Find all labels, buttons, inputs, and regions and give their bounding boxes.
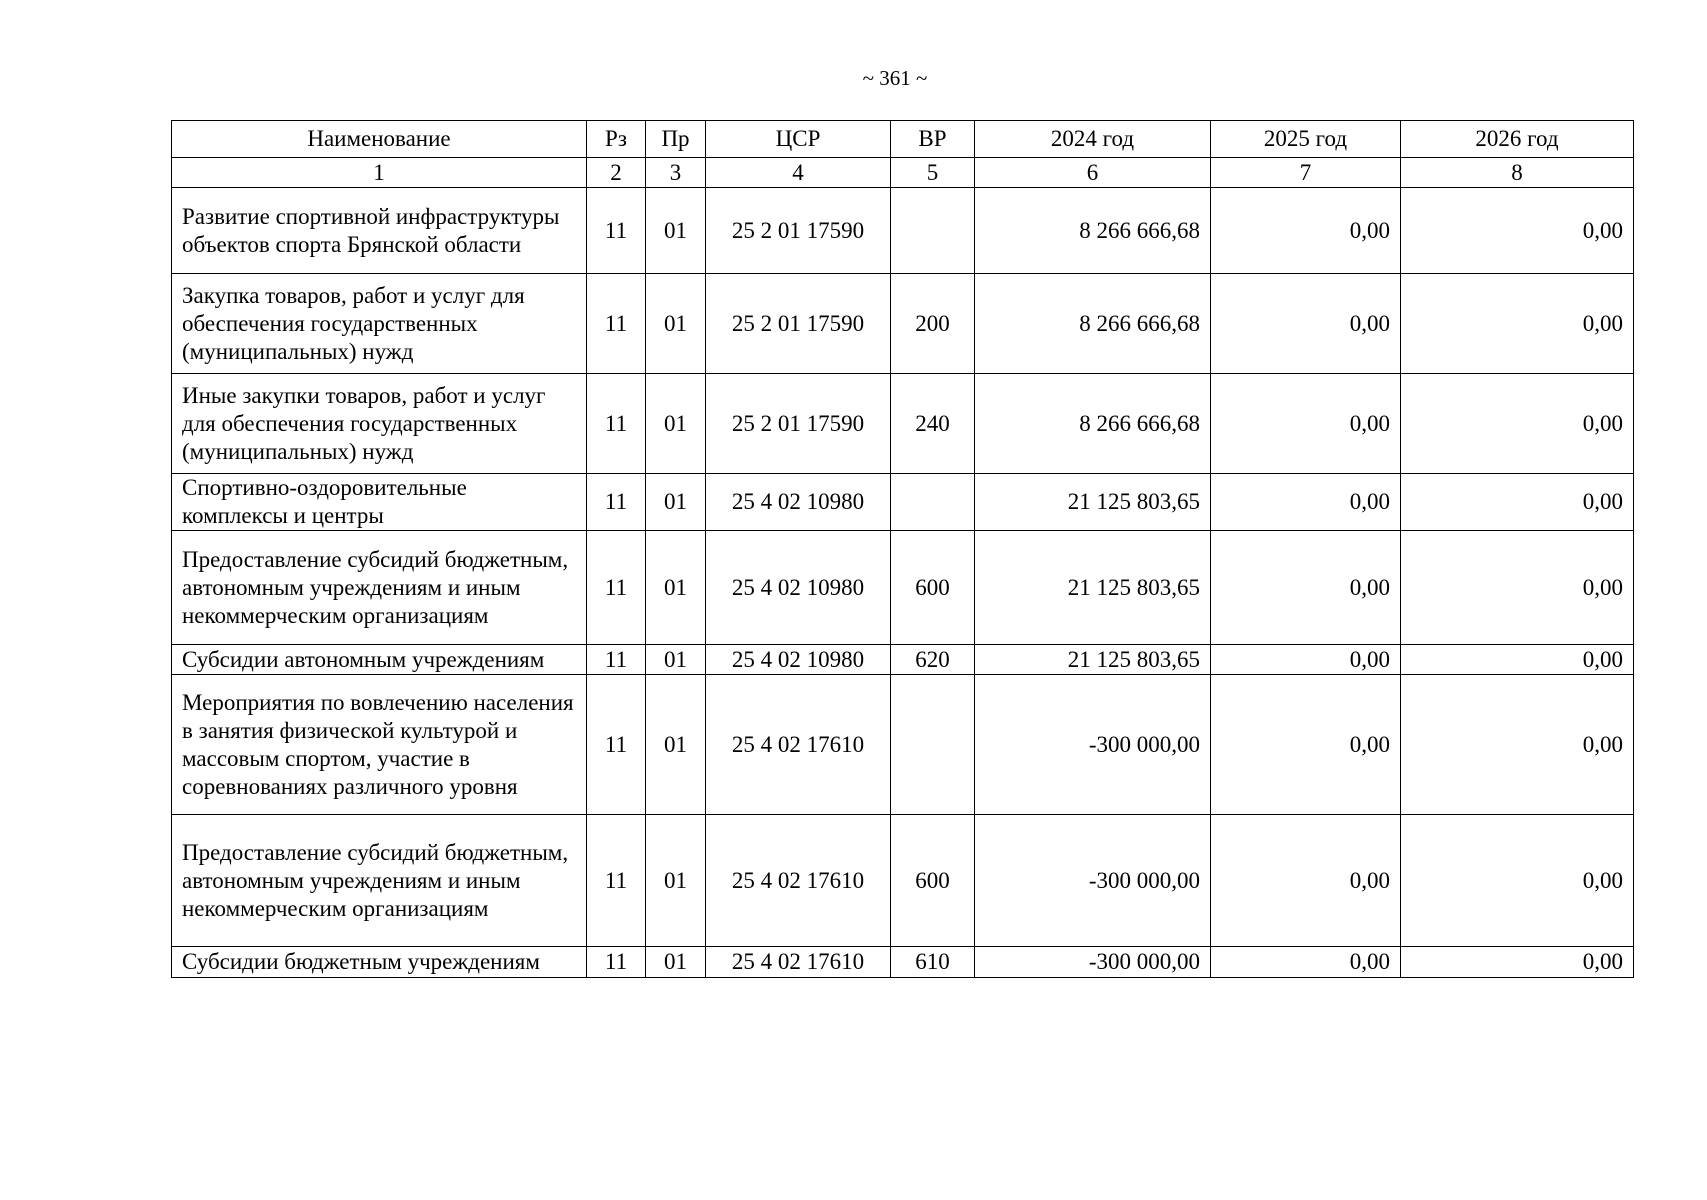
cell-2025: 0,00	[1211, 645, 1401, 675]
cell-2024: -300 000,00	[975, 947, 1211, 978]
cell-rz: 11	[587, 531, 646, 645]
cell-vr: 600	[891, 815, 975, 947]
cell-name: Предоставление субсидий бюджетным, автономным учреждениям и иным некоммерческим организациям	[172, 531, 587, 645]
budget-table	[171, 120, 1634, 978]
cell-2025: 0,00	[1211, 675, 1401, 815]
cell-2026: 0,00	[1401, 474, 1634, 531]
cell-vr: 240	[891, 374, 975, 474]
cell-2026: 0,00	[1401, 374, 1634, 474]
header-2024: 2024 год	[975, 121, 1211, 158]
cell-name: Иные закупки товаров, работ и услуг для обеспечения государственных (муниципальных) нужд	[172, 374, 587, 474]
header-vr: ВР	[891, 121, 975, 158]
cell-2026: 0,00	[1401, 815, 1634, 947]
column-number: 6	[975, 158, 1211, 188]
cell-csr: 25 4 02 10980	[706, 474, 891, 531]
cell-2026: 0,00	[1401, 274, 1634, 374]
cell-rz: 11	[587, 474, 646, 531]
cell-vr	[891, 188, 975, 274]
cell-2024: 21 125 803,65	[975, 645, 1211, 675]
table-row	[172, 645, 1634, 675]
header-name: Наименование	[172, 121, 587, 158]
cell-2025: 0,00	[1211, 947, 1401, 978]
cell-2025: 0,00	[1211, 815, 1401, 947]
cell-name: Субсидии автономным учреждениям	[172, 645, 587, 675]
cell-rz: 11	[587, 947, 646, 978]
cell-pr: 01	[646, 815, 706, 947]
cell-vr: 610	[891, 947, 975, 978]
cell-2026: 0,00	[1401, 675, 1634, 815]
cell-2026: 0,00	[1401, 188, 1634, 274]
cell-pr: 01	[646, 474, 706, 531]
cell-vr: 600	[891, 531, 975, 645]
cell-2024: -300 000,00	[975, 815, 1211, 947]
cell-rz: 11	[587, 645, 646, 675]
cell-csr: 25 2 01 17590	[706, 274, 891, 374]
column-number: 3	[646, 158, 706, 188]
cell-2024: 21 125 803,65	[975, 474, 1211, 531]
cell-csr: 25 4 02 10980	[706, 531, 891, 645]
header-2026: 2026 год	[1401, 121, 1634, 158]
cell-2024: 21 125 803,65	[975, 531, 1211, 645]
header-2025: 2025 год	[1211, 121, 1401, 158]
cell-rz: 11	[587, 374, 646, 474]
cell-2025: 0,00	[1211, 274, 1401, 374]
table-row	[172, 274, 1634, 374]
cell-2025: 0,00	[1211, 188, 1401, 274]
cell-csr: 25 4 02 17610	[706, 815, 891, 947]
column-number-row	[172, 158, 1634, 188]
cell-2026: 0,00	[1401, 645, 1634, 675]
column-number: 1	[172, 158, 587, 188]
cell-vr	[891, 474, 975, 531]
table-row	[172, 374, 1634, 474]
cell-pr: 01	[646, 188, 706, 274]
table-row	[172, 474, 1634, 531]
column-number: 5	[891, 158, 975, 188]
cell-name: Спортивно-оздоровительные комплексы и центры	[172, 474, 587, 531]
header-rz: Рз	[587, 121, 646, 158]
cell-pr: 01	[646, 645, 706, 675]
cell-vr: 200	[891, 274, 975, 374]
page-number: ~ 361 ~	[862, 66, 928, 90]
cell-csr: 25 4 02 10980	[706, 645, 891, 675]
cell-2025: 0,00	[1211, 474, 1401, 531]
cell-pr: 01	[646, 274, 706, 374]
cell-vr: 620	[891, 645, 975, 675]
cell-2025: 0,00	[1211, 531, 1401, 645]
table-row	[172, 675, 1634, 815]
cell-name: Развитие спортивной инфраструктуры объектов спорта Брянской области	[172, 188, 587, 274]
cell-pr: 01	[646, 531, 706, 645]
cell-csr: 25 2 01 17590	[706, 188, 891, 274]
cell-2024: -300 000,00	[975, 675, 1211, 815]
cell-2026: 0,00	[1401, 947, 1634, 978]
cell-pr: 01	[646, 374, 706, 474]
cell-csr: 25 4 02 17610	[706, 675, 891, 815]
cell-csr: 25 4 02 17610	[706, 947, 891, 978]
cell-csr: 25 2 01 17590	[706, 374, 891, 474]
cell-rz: 11	[587, 274, 646, 374]
cell-name: Предоставление субсидий бюджетным, автономным учреждениям и иным некоммерческим организациям	[172, 815, 587, 947]
table-row	[172, 188, 1634, 274]
cell-name: Субсидии бюджетным учреждениям	[172, 947, 587, 978]
column-number: 4	[706, 158, 891, 188]
cell-name: Закупка товаров, работ и услуг для обеспечения государственных (муниципальных) нужд	[172, 274, 587, 374]
cell-pr: 01	[646, 675, 706, 815]
cell-2025: 0,00	[1211, 374, 1401, 474]
table-row	[172, 947, 1634, 978]
cell-rz: 11	[587, 188, 646, 274]
cell-2024: 8 266 666,68	[975, 188, 1211, 274]
header-row	[172, 121, 1634, 158]
table-row	[172, 815, 1634, 947]
cell-rz: 11	[587, 815, 646, 947]
cell-2024: 8 266 666,68	[975, 374, 1211, 474]
cell-pr: 01	[646, 947, 706, 978]
table-row	[172, 531, 1634, 645]
header-pr: Пр	[646, 121, 706, 158]
cell-2024: 8 266 666,68	[975, 274, 1211, 374]
cell-name: Мероприятия по вовлечению населения в занятия физической культурой и массовым спортом, участие в соревнованиях различного уровня	[172, 675, 587, 815]
cell-vr	[891, 675, 975, 815]
cell-rz: 11	[587, 675, 646, 815]
column-number: 7	[1211, 158, 1401, 188]
cell-2026: 0,00	[1401, 531, 1634, 645]
header-csr: ЦСР	[706, 121, 891, 158]
column-number: 8	[1401, 158, 1634, 188]
column-number: 2	[587, 158, 646, 188]
